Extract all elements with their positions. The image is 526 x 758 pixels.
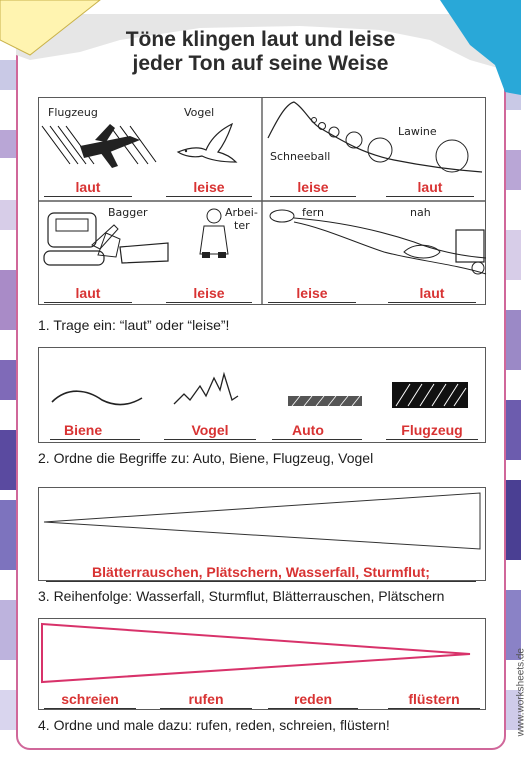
label-arbeiter-2: ter xyxy=(234,219,250,232)
label-nah: nah xyxy=(410,206,431,219)
answer-1-2: leise xyxy=(166,178,252,197)
answer-1-1: laut xyxy=(44,178,132,197)
title-line-1: Töne klingen laut und leise xyxy=(125,28,396,51)
answer-4-3: reden xyxy=(268,690,358,709)
answer-1-3: leise xyxy=(270,178,356,197)
instruction-2: 2. Ordne die Begriffe zu: Auto, Biene, Flugzeug, Vogel xyxy=(38,450,374,466)
label-lawine: Lawine xyxy=(398,125,437,138)
answer-1-6: leise xyxy=(166,284,252,303)
answer-1-7: leise xyxy=(268,284,356,303)
answer-2-1: Biene xyxy=(50,421,140,440)
excavator-drawing xyxy=(42,205,172,275)
answer-1-8: laut xyxy=(388,284,476,303)
bird-drawing xyxy=(174,122,244,172)
instruction-1: 1. Trage ein: “laut” oder “leise”! xyxy=(38,317,230,333)
answer-4-1: schreien xyxy=(44,690,136,709)
instruction-4: 4. Ordne und male dazu: rufen, reden, schreien, flüstern! xyxy=(38,717,390,733)
avalanche-drawing xyxy=(264,98,484,188)
answer-1-5: laut xyxy=(44,284,132,303)
label-arbeiter-1: Arbei- xyxy=(225,206,258,219)
label-schneeball: Schneeball xyxy=(270,150,331,163)
label-fern: fern xyxy=(302,206,324,219)
title-line-2: jeder Ton auf seine Weise xyxy=(132,52,389,75)
answer-2-3: Auto xyxy=(272,421,362,440)
answer-4-2: rufen xyxy=(160,690,252,709)
instruction-3: 3. Reihenfolge: Wasserfall, Sturmflut, Blätterrauschen, Plätschern xyxy=(38,588,445,604)
sound-waves xyxy=(38,360,486,420)
site-watermark: www.worksheets.de xyxy=(515,648,526,737)
label-vogel: Vogel xyxy=(184,106,215,119)
label-flugzeug: Flugzeug xyxy=(48,106,98,119)
label-bagger: Bagger xyxy=(108,206,148,219)
answer-2-2: Vogel xyxy=(164,421,256,440)
answer-4-4: flüstern xyxy=(388,690,480,709)
airplane-drawing xyxy=(40,118,160,178)
answer-3: Blätterrauschen, Plätschern, Wasserfall, Sturmflut; xyxy=(46,563,476,582)
answer-1-4: laut xyxy=(386,178,474,197)
answer-2-4: Flugzeug xyxy=(386,421,478,440)
road-drawing xyxy=(264,202,488,282)
